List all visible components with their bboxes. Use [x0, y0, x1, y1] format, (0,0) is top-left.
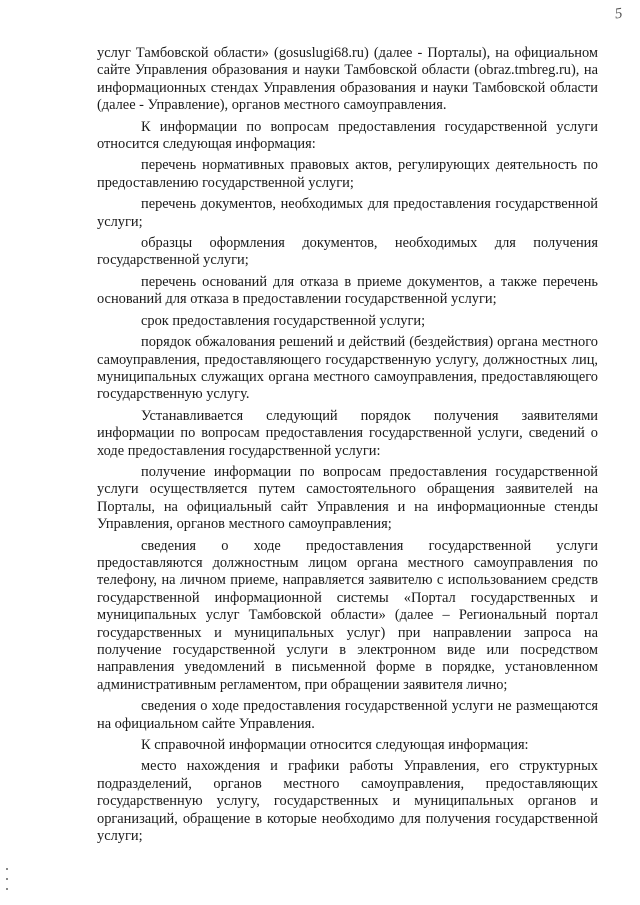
paragraph-reference-intro: К справочной информации относится следующая информация:	[141, 737, 529, 754]
document-body	[97, 45, 598, 849]
paragraph-procedure-intro: Устанавливается следующий порядок получения заявителями информации по вопросам предоставления государственной услуги, сведений о ходе предоставления государственной услуги:	[97, 407, 598, 459]
list-item-appeal: порядок обжалования решений и действий (бездействия) органа местного самоуправления, предоставляющего государственную услугу, должностных лиц, муниципальных служащих органа местного самоуправления, предоставляющего государственную услугу.	[97, 334, 598, 403]
scan-dot	[6, 868, 8, 870]
list-item-documents: перечень документов, необходимых для предоставления государственной услуги;	[97, 196, 598, 230]
list-item-obtaining-info: получение информации по вопросам предоставления государственной услуги осуществляется путем самостоятельного обращения заявителей на Порталы, на официальный сайт Управления и на информационные стенды Управления, органов местного самоуправления;	[97, 463, 598, 533]
scan-dot	[6, 878, 8, 880]
list-item-term: срок предоставления государственной услуги;	[141, 312, 426, 329]
list-item-refusal-grounds: перечень оснований для отказа в приеме документов, а также перечень оснований для отказа в предоставлении государственной услуги;	[97, 273, 598, 308]
list-item-samples: образцы оформления документов, необходимых для получения государственной услуги;	[97, 235, 598, 269]
scan-dot	[6, 888, 8, 890]
list-item-location-schedule: место нахождения и графики работы Управления, его структурных подразделений, органов местного самоуправления, предоставляющих государственную услугу, государственных и муниципальных органов и организаций, обращение в которые необходимо для получения государственной услуги;	[97, 758, 598, 845]
scan-margin-marks	[6, 868, 8, 898]
list-item-progress-info: сведения о ходе предоставления государственной услуги предоставляются должностным лицом органа местного самоуправления по телефону, на личном приеме, направляется заявителю с использованием средств государственной информационной системы «Портал государственных и муниципальных услуг Тамбовской области» (далее – Региональный портал государственных и муниципальных услуг) при направлении запроса на получение государственной услуги в электронном виде или посредством направления уведомлений в письменной форме в порядке, установленном административным регламентом, при обращении заявителя лично;	[97, 537, 598, 693]
paragraph-portals: услуг Тамбовской области» (gosuslugi68.ru) (далее - Порталы), на официальном сайте Управления образования и науки Тамбовской области (obraz.tmbreg.ru), на информационных стендах Управления образования и науки Тамбовской области (далее - Управление), органов местного самоуправления.	[97, 45, 598, 114]
list-item-not-published: сведения о ходе предоставления государственной услуги не размещаются на официальном сайте Управления.	[97, 698, 598, 732]
list-item-legal-acts: перечень нормативных правовых актов, регулирующих деятельность по предоставлению государственной услуги;	[97, 157, 598, 191]
page-number: 5	[613, 5, 624, 23]
paragraph-info-intro: К информации по вопросам предоставления государственной услуги относится следующая информация:	[97, 118, 598, 153]
